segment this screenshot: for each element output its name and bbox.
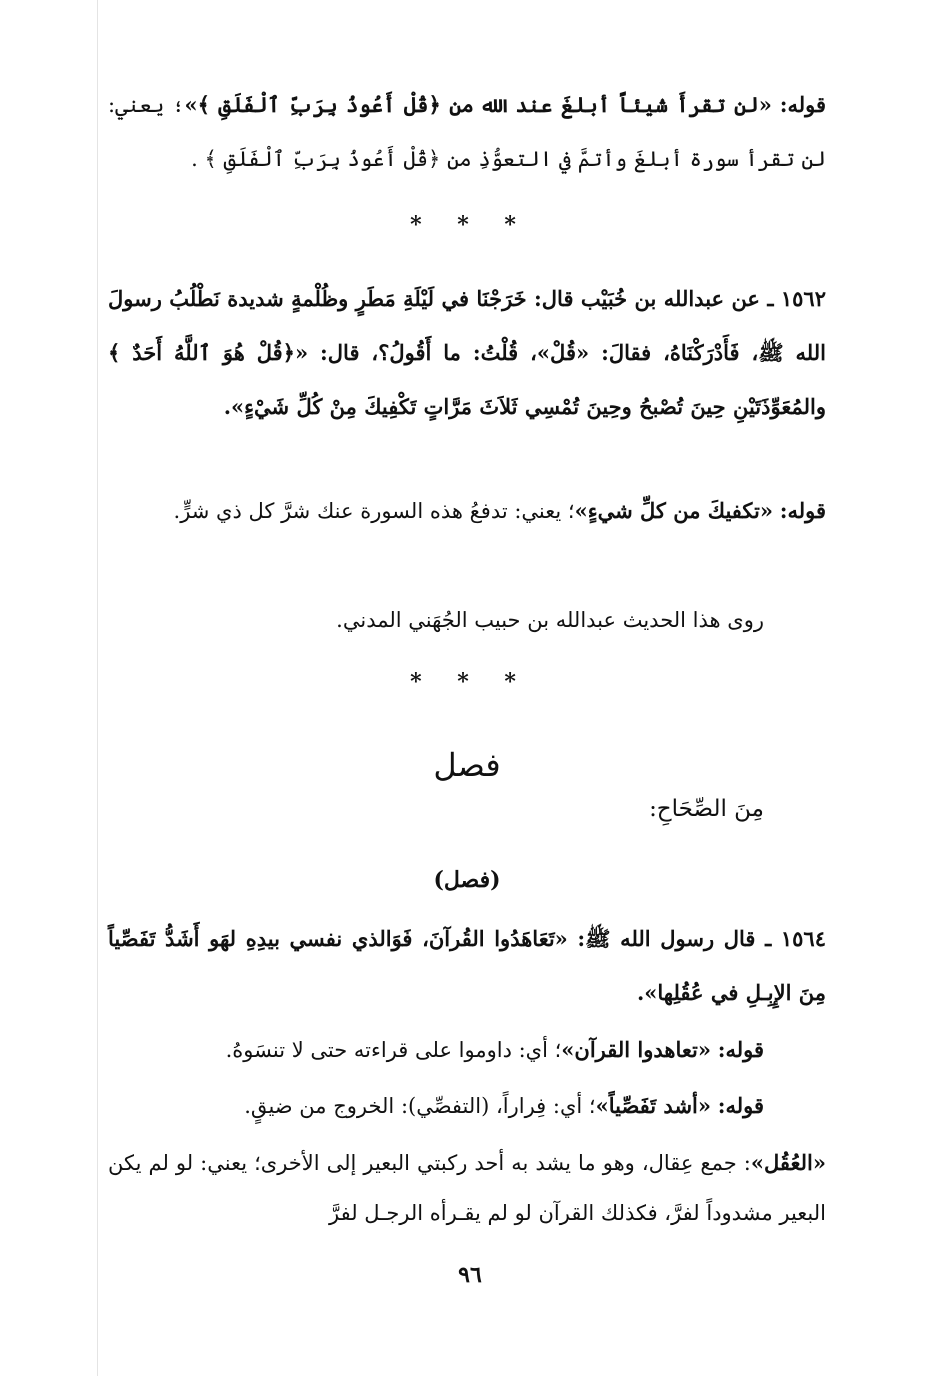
commentary-text: ؛ أي: داوموا على قراءته حتى لا تنسَوهُ. bbox=[225, 1038, 562, 1062]
commentary-paragraph-3 bbox=[108, 1028, 764, 1072]
quoted-phrase: «العُقُل» bbox=[750, 1150, 826, 1175]
fasl-subheading: (فصل) bbox=[433, 867, 501, 893]
quoted-phrase: «أشد تَفَصِّياً» bbox=[595, 1093, 712, 1118]
hadith-1564: ١٥٦٤ ـ قال رسول الله ﷺ: «تَعَاهَدُوا القُرآنَ، فَوَالذي نفسي بيدِهِ لهَو أَشَدُّ تَفَصِّياً مِنَ الإِبِـلِ في عُقُلِها». bbox=[108, 926, 826, 1005]
section-heading: فصل bbox=[433, 746, 501, 784]
narrator-note: روى هذا الحديث عبدالله بن حبيب الجُهَني المدني. bbox=[336, 608, 764, 632]
commentary-text: ؛ أي: فِراراً، (التفصِّي): الخروج من ضيقٍ. bbox=[244, 1094, 596, 1118]
section-subheading: مِنَ الصِّحَاحِ: bbox=[649, 796, 764, 822]
commentary-paragraph-1 bbox=[108, 78, 826, 186]
commentary-paragraph-4 bbox=[108, 1084, 764, 1128]
quoted-phrase: «تعاهدوا القرآن» bbox=[561, 1037, 712, 1062]
qawluhu-label: قوله: bbox=[779, 498, 826, 523]
commentary-paragraph-5 bbox=[108, 1138, 826, 1238]
qawluhu-label: قوله: bbox=[779, 92, 826, 117]
commentary-paragraph-2 bbox=[108, 484, 826, 538]
qawluhu-label: قوله: bbox=[717, 1037, 764, 1062]
commentary-text: ؛ يعني: لن تقرأ سورة أبلغَ وأتمَّ في التعوُّذِ من ﴿قُلْ أَعُوذُ بِرَبِّ ٱلْفَلَقِ ﴾ . bbox=[108, 93, 826, 171]
section-separator: * * * bbox=[410, 212, 530, 238]
qawluhu-label: قوله: bbox=[717, 1093, 764, 1118]
quoted-phrase: «لن تقرأَ شيئاً أبلغَ عند الله من ﴿قُلْ أَعُوذُ بِرَبِّ ٱلْفَلَقِ ﴾» bbox=[184, 92, 772, 117]
quoted-phrase: «تكفيكَ من كلِّ شيءٍ» bbox=[574, 498, 774, 523]
commentary-text: ؛ يعني: تدفعُ هذه السورة عنك شرَّ كل ذي شرٍّ. bbox=[173, 499, 575, 523]
page-number: ٩٦ bbox=[458, 1262, 482, 1288]
section-separator: * * * bbox=[410, 669, 530, 695]
commentary-text: : جمع عِقال، وهو ما يشد به أحد ركبتي البعير إلى الأخرى؛ يعني: لو لم يكن البعير مشدوداً لفرَّ، فكذلك القرآن لو لم يقـرأه الرجـل لفرَّ bbox=[108, 1151, 826, 1225]
hadith-1562: ١٥٦٢ ـ عن عبدالله بن خُبَيْب قال: خَرَجْنَا في لَيْلَةِ مَطَرٍ وظُلْمةٍ شديدة نَطْلُبُ رسولَ الله ﷺ، فَأَدْرَكْنَاهُ، فقالَ: «قُلْ»، قُلْتُ: ما أَقُولُ؟، قال: «﴿قُلْ هُوَ ٱللَّهُ أَحَدٌ ﴾ والمُعَوِّذَتَيْنِ حِينَ تُصْبحُ وحِينَ تُمْسِي ثَلاَثَ مَرَّاتٍ تَكْفِيكَ مِنْ كُلِّ شَيْءٍ». bbox=[108, 286, 826, 419]
